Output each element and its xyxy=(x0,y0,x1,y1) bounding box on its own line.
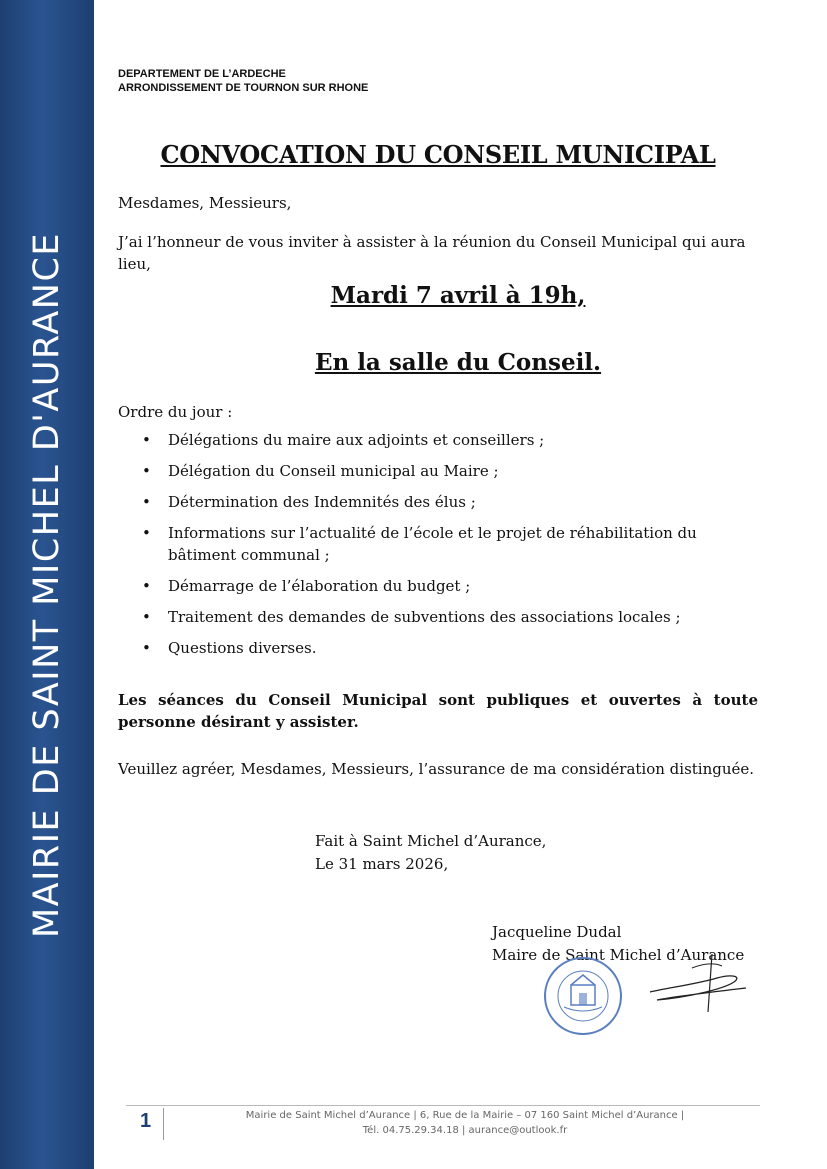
agenda-item: • Détermination des Indemnités des élus ; xyxy=(118,491,758,513)
department-label: DEPARTEMENT DE L’ARDECHE xyxy=(118,68,286,80)
salutation: Mesdames, Messieurs, xyxy=(118,194,292,212)
agenda-item: • Informations sur l’actualité de l’école et le projet de réhabilitation du bâtiment communal ; xyxy=(118,522,758,566)
official-stamp xyxy=(542,955,624,1037)
agenda-heading: Ordre du jour : xyxy=(118,403,233,421)
agenda-list xyxy=(118,429,758,668)
sidebar-banner xyxy=(0,0,94,1169)
closing-text: Veuillez agréer, Mesdames, Messieurs, l’assurance de ma considération distinguée. xyxy=(118,760,755,778)
agenda-item: • Traitement des demandes de subventions des associations locales ; xyxy=(118,606,758,628)
agenda-item: • Questions diverses. xyxy=(118,637,758,659)
agenda-item: • Délégations du maire aux adjoints et conseillers ; xyxy=(118,429,758,451)
signature-scribble xyxy=(642,948,752,1018)
footer-contact xyxy=(170,1108,760,1138)
invitation-text: J’ai l’honneur de vous inviter à assister à la réunion du Conseil Municipal qui aura lieu, xyxy=(118,233,746,273)
place-line: Fait à Saint Michel d’Aurance, xyxy=(315,832,547,850)
signatory-name: Jacqueline Dudal xyxy=(492,923,622,941)
header-block xyxy=(118,67,368,95)
document-title: CONVOCATION DU CONSEIL MUNICIPAL xyxy=(160,140,716,169)
sidebar-title: MAIRIE DE SAINT MICHEL D'AURANCE xyxy=(27,231,67,939)
footer-address: Mairie de Saint Michel d’Aurance | 6, Rue de la Mairie – 07 160 Saint Michel d’Aurance | xyxy=(245,1110,685,1121)
meeting-date: Mardi 7 avril à 19h, xyxy=(330,282,586,309)
meeting-location: En la salle du Conseil. xyxy=(314,349,602,376)
footer-phone-email: Tél. 04.75.29.34.18 | aurance@outlook.fr xyxy=(362,1125,568,1136)
page-number: 1 xyxy=(140,1110,152,1132)
public-notice: Les séances du Conseil Municipal sont publiques et ouvertes à toute personne désirant y assister. xyxy=(118,691,758,731)
footer-divider xyxy=(126,1105,760,1106)
arrondissement-label: ARRONDISSEMENT DE TOURNON SUR RHONE xyxy=(118,82,369,94)
agenda-item: • Démarrage de l’élaboration du budget ; xyxy=(118,575,758,597)
date-line: Le 31 mars 2026, xyxy=(315,855,449,873)
agenda-item: • Délégation du Conseil municipal au Maire ; xyxy=(118,460,758,482)
signatory-role: Maire de Saint Michel d’Aurance xyxy=(492,946,745,964)
footer-separator xyxy=(163,1108,164,1140)
